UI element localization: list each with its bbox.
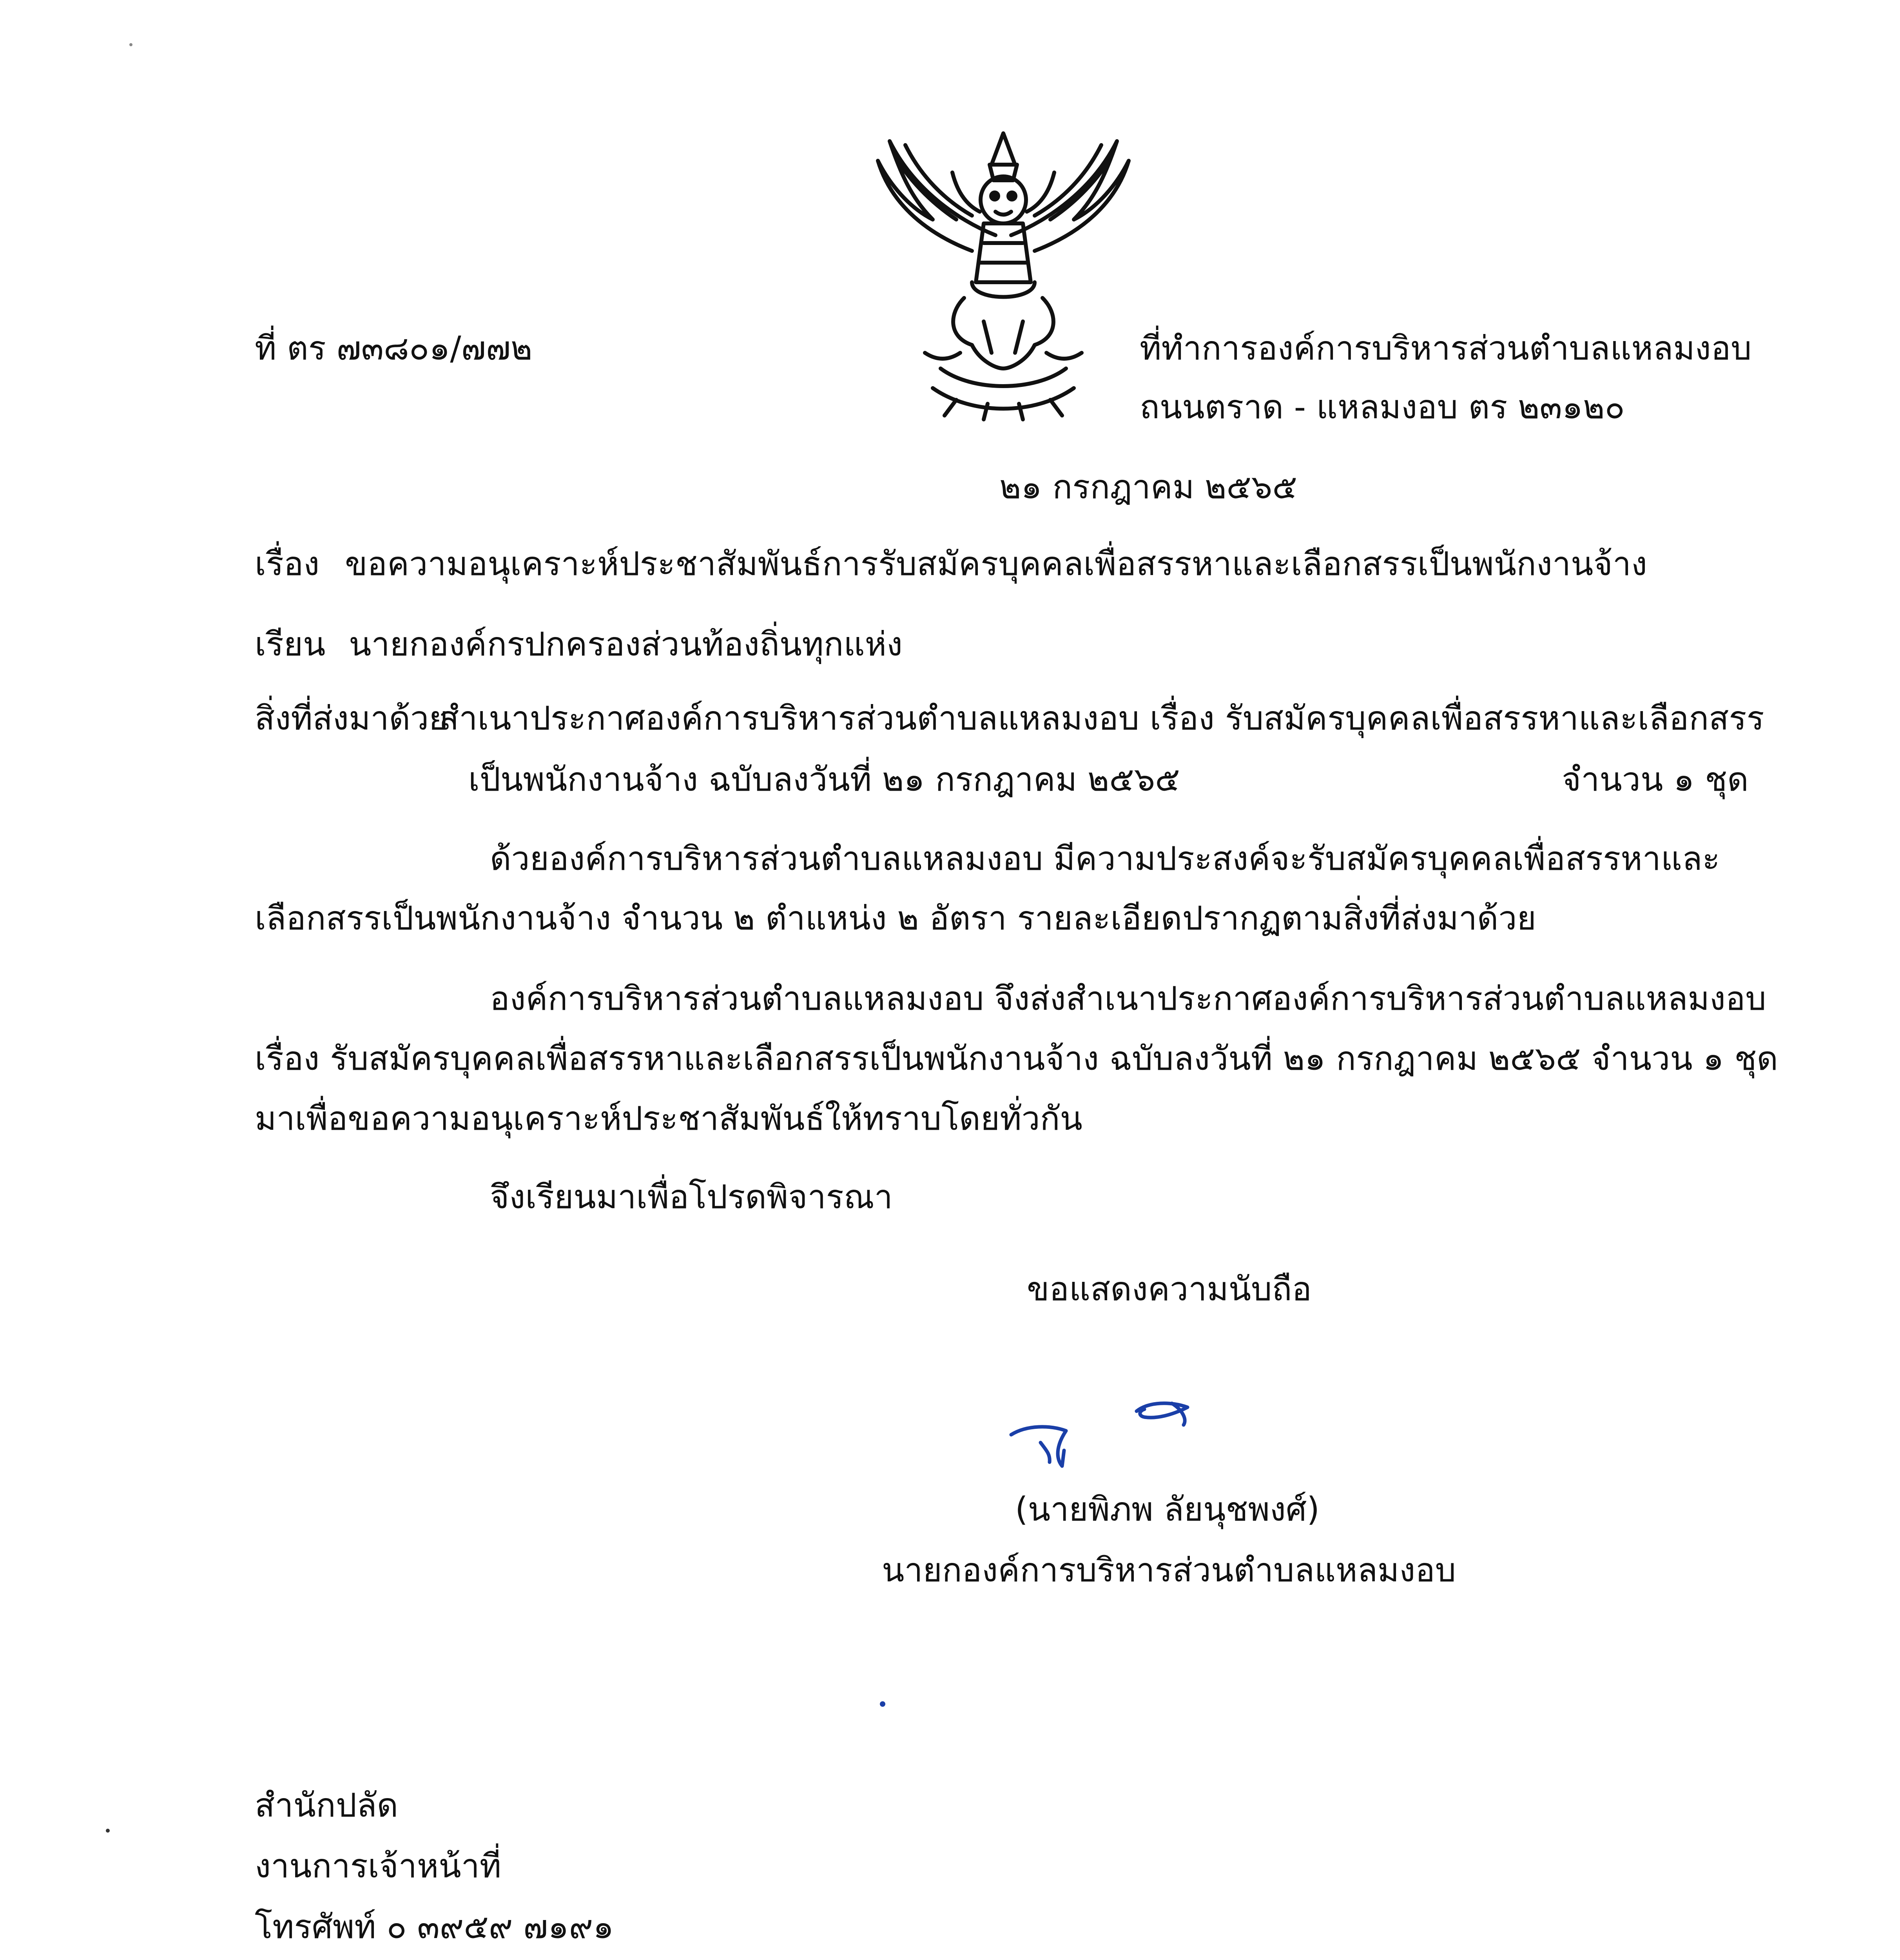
garuda-emblem-icon bbox=[854, 118, 1152, 423]
reference-number: ที่ ตร ๗๓๘๐๑/๗๗๒ bbox=[255, 329, 533, 367]
footer-phone: โทรศัพท์ ๐ ๓๙๕๙ ๗๑๙๑ bbox=[255, 1907, 614, 1946]
scan-speck bbox=[106, 1829, 110, 1833]
signature-icon bbox=[1003, 1388, 1223, 1474]
body-paragraph2-line1: องค์การบริหารส่วนตำบลแหลมงอบ จึงส่งสำเนาประกาศองค์การบริหารส่วนตำบลแหลมงอบ bbox=[490, 979, 1766, 1018]
letter-date: ๒๑ กรกฎาคม ๒๕๖๕ bbox=[999, 468, 1297, 506]
signer-title: นายกองค์การบริหารส่วนตำบลแหลมงอบ bbox=[882, 1551, 1456, 1589]
body-paragraph2-line2: เรื่อง รับสมัครบุคคลเพื่อสรรหาและเลือกสรรเป็นพนักงานจ้าง ฉบับลงวันที่ ๒๑ กรกฎาคม ๒๕๖๕ จำนวน ๑ ชุด bbox=[255, 1039, 1778, 1078]
recipient-text: นายกองค์กรปกครองส่วนท้องถิ่นทุกแห่ง bbox=[349, 625, 903, 663]
footer-department: สำนักปลัด bbox=[255, 1786, 399, 1824]
office-address-line1: ที่ทำการองค์การบริหารส่วนตำบลแหลมงอบ bbox=[1140, 329, 1752, 367]
office-address-line2: ถนนตราด - แหลมงอบ ตร ๒๓๑๒๐ bbox=[1140, 388, 1625, 426]
enclosure-quantity: จำนวน ๑ ชุด bbox=[1562, 760, 1749, 799]
enclosure-label: สิ่งที่ส่งมาด้วย bbox=[255, 699, 448, 737]
body-paragraph2-line3: มาเพื่อขอความอนุเคราะห์ประชาสัมพันธ์ให้ทราบโดยทั่วกัน bbox=[255, 1099, 1082, 1138]
closing-salutation: ขอแสดงความนับถือ bbox=[1027, 1270, 1312, 1308]
subject-label: เรื่อง bbox=[255, 544, 320, 583]
footer-section: งานการเจ้าหน้าที่ bbox=[255, 1847, 502, 1885]
body-paragraph1-line1: ด้วยองค์การบริหารส่วนตำบลแหลมงอบ มีความประสงค์จะรับสมัครบุคคลเพื่อสรรหาและ bbox=[490, 839, 1720, 878]
signer-name: (นายพิภพ ลัยนุชพงศ์) bbox=[1015, 1490, 1320, 1528]
recipient-label: เรียน bbox=[255, 625, 326, 663]
enclosure-line1: สำเนาประกาศองค์การบริหารส่วนตำบลแหลมงอบ เรื่อง รับสมัครบุคคลเพื่อสรรหาและเลือกสรร bbox=[439, 699, 1764, 737]
ink-speck bbox=[880, 1701, 885, 1707]
body-paragraph1-line2: เลือกสรรเป็นพนักงานจ้าง จำนวน ๒ ตำแหน่ง ๒ อัตรา รายละเอียดปรากฏตามสิ่งที่ส่งมาด้วย bbox=[255, 899, 1536, 937]
subject-text: ขอความอนุเคราะห์ประชาสัมพันธ์การรับสมัครบุคคลเพื่อสรรหาและเลือกสรรเป็นพนักงานจ้าง bbox=[345, 544, 1647, 583]
body-paragraph3: จึงเรียนมาเพื่อโปรดพิจารณา bbox=[490, 1178, 893, 1216]
scan-speck bbox=[129, 43, 132, 46]
enclosure-line2: เป็นพนักงานจ้าง ฉบับลงวันที่ ๒๑ กรกฎาคม ๒๕๖๕ bbox=[468, 760, 1180, 799]
